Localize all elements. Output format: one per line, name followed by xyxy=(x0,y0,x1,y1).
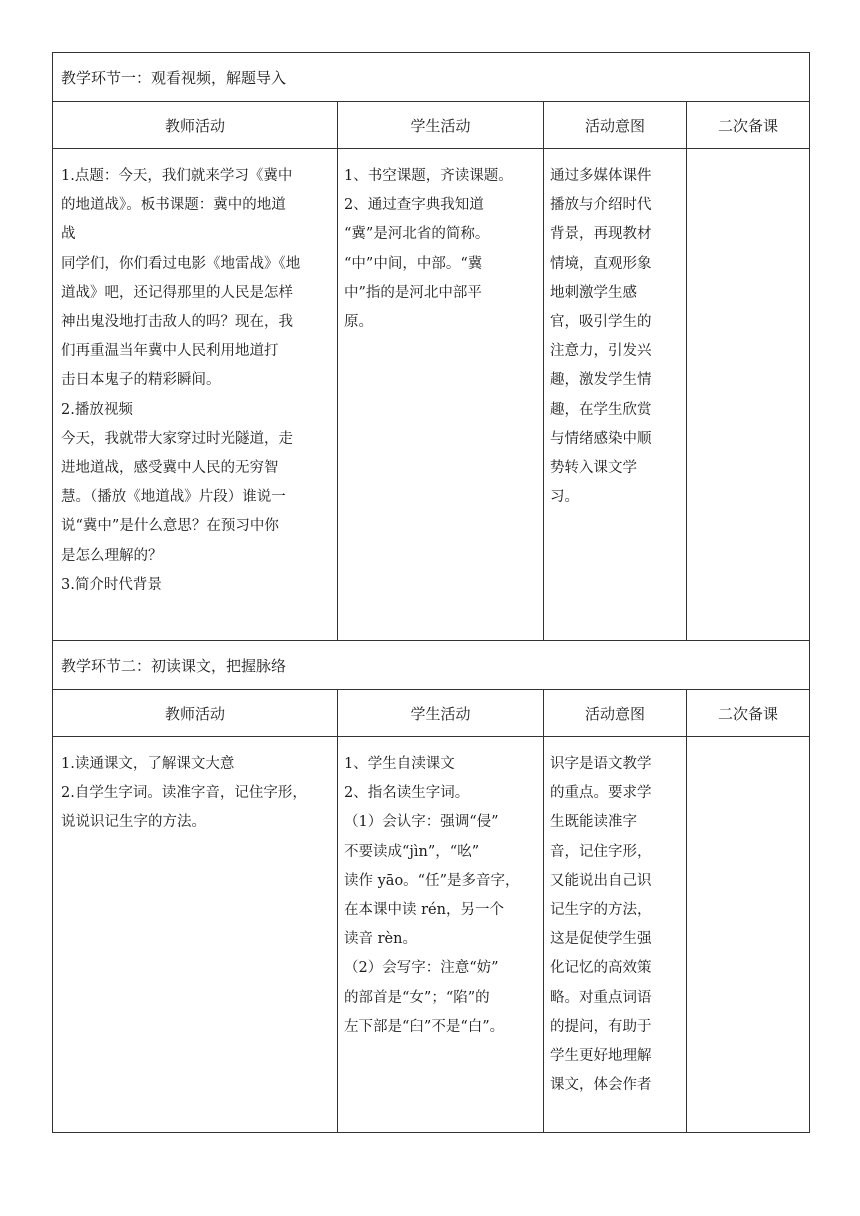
section-1-student-cell xyxy=(338,149,544,641)
text-line: 2、指名读生字词。 xyxy=(344,785,470,802)
text-line: 1.点题：今天，我们就来学习《冀中 xyxy=(61,168,293,184)
header-activity-intent: 活动意图 xyxy=(544,690,687,737)
text-line: 化记忆的高效策 xyxy=(550,960,652,977)
section-2-teacher-cell xyxy=(53,737,338,1133)
header-activity-intent: 活动意图 xyxy=(544,102,687,149)
section-1-notes-cell[interactable] xyxy=(687,149,810,641)
text-line: 的重点。要求学 xyxy=(550,785,652,802)
section-2-intent-cell xyxy=(544,737,687,1133)
text-line: 3.简介时代背景 xyxy=(61,576,162,593)
text-line: 注意力，引发兴 xyxy=(550,343,652,360)
text-line: 在本课中读 rén，另一个 xyxy=(344,902,504,919)
text-line: 中”指的是河北中部平 xyxy=(344,284,482,301)
section-1-intent-cell xyxy=(544,149,687,641)
text-line: 背景，再现教材 xyxy=(550,226,652,243)
text-line: 课文，体会作者 xyxy=(550,1077,652,1094)
text-line: 的地道战》。板书课题：冀中的地道 xyxy=(61,197,286,214)
text-line: 左下部是“臼”不是“白”。 xyxy=(344,1018,505,1035)
text-line: 学生更好地理解 xyxy=(550,1048,652,1065)
section-2-header-row xyxy=(53,690,810,737)
text-line: 原。 xyxy=(344,314,373,331)
text-line: 趣，在学生欣赏 xyxy=(550,401,652,418)
text-line: 与情绪感染中顺 xyxy=(550,430,652,447)
text-line: 略。对重点词语 xyxy=(550,989,652,1006)
text-line: 趣，激发学生情 xyxy=(550,372,652,389)
header-second-prep: 二次备课 xyxy=(687,102,810,149)
text-line: 2.播放视频 xyxy=(61,401,133,418)
text-line: “冀”是河北省的简称。 xyxy=(344,226,490,243)
text-line: 音，记住字形， xyxy=(550,843,652,860)
text-line: 今天，我就带大家穿过时光隧道，走 xyxy=(61,430,293,447)
text-line: 1、学生自渎课文 xyxy=(344,756,455,772)
header-teacher-activity: 教师活动 xyxy=(53,102,338,149)
section-1-title-row xyxy=(53,53,810,102)
section-1-title: 教学环节一：观看视频，解题导入 xyxy=(53,53,810,102)
text-line: 读音 rèn。 xyxy=(344,931,417,948)
text-line: 是怎么理解的？ xyxy=(61,547,163,564)
section-2-student-cell xyxy=(338,737,544,1133)
section-2-title: 教学环节二：初读课文，把握脉络 xyxy=(53,641,810,690)
text-line: “中”中间，中部。“冀 xyxy=(344,255,483,272)
text-line: 说说识记生字的方法。 xyxy=(61,814,206,831)
section-2-title-row xyxy=(53,641,810,690)
text-line: 同学们，你们看过电影《地雷战》《地 xyxy=(61,255,301,272)
text-line: 习。 xyxy=(550,489,579,506)
text-line: 击日本鬼子的精彩瞬间。 xyxy=(61,372,221,389)
text-line: 不要读成“jìn”，“吆” xyxy=(344,843,480,860)
text-line: 通过多媒体课件 xyxy=(550,168,652,184)
text-line: 地刺激学生感 xyxy=(550,284,637,301)
text-line: 官，吸引学生的 xyxy=(550,314,652,331)
text-line: 情境，直观形象 xyxy=(550,255,652,272)
header-student-activity: 学生活动 xyxy=(338,102,544,149)
header-teacher-activity: 教师活动 xyxy=(53,690,338,737)
text-line: 2、通过查字典我知道 xyxy=(344,197,484,214)
text-line: 进地道战，感受冀中人民的无穷智 xyxy=(61,460,279,477)
text-line: 1.读通课文，了解课文大意 xyxy=(61,756,235,772)
text-line: 慧。（播放《地道战》片段）谁说一 xyxy=(61,489,286,506)
section-1-content-row xyxy=(53,149,810,641)
text-line: 这是促使学生强 xyxy=(550,931,652,948)
section-2-notes-cell[interactable] xyxy=(687,737,810,1133)
text-line: 们再重温当年冀中人民利用地道打 xyxy=(61,343,279,360)
text-line: （1）会认字：强调“侵” xyxy=(344,814,499,831)
text-line: 道战》吧，还记得那里的人民是怎样 xyxy=(61,284,293,301)
section-2-content-row xyxy=(53,737,810,1133)
text-line: （2）会写字：注意“妨” xyxy=(344,960,499,977)
text-line: 的部首是“女”；“陷”的 xyxy=(344,989,490,1006)
text-line: 1、书空课题，齐读课题。 xyxy=(344,168,513,184)
header-second-prep: 二次备课 xyxy=(687,690,810,737)
text-line: 势转入课文学 xyxy=(550,460,637,477)
text-line: 的提问，有助于 xyxy=(550,1018,652,1035)
text-line: 记生字的方法， xyxy=(550,902,652,919)
text-line: 识字是语文教学 xyxy=(550,756,652,772)
text-line: 生既能读准字 xyxy=(550,814,637,831)
section-1-teacher-cell xyxy=(53,149,338,641)
section-1-header-row xyxy=(53,102,810,149)
lesson-plan-table xyxy=(52,52,810,1133)
text-line: 神出鬼没地打击敌人的吗？现在，我 xyxy=(61,314,293,331)
header-student-activity: 学生活动 xyxy=(338,690,544,737)
text-line: 2.自学生字词。读准字音，记住字形， xyxy=(61,785,307,802)
text-line: 战 xyxy=(61,226,76,243)
text-line: 说“冀中”是什么意思？在预习中你 xyxy=(61,518,279,535)
text-line: 读作 yāo。“任”是多音字， xyxy=(344,872,520,889)
text-line: 又能说出自己识 xyxy=(550,872,652,889)
text-line: 播放与介绍时代 xyxy=(550,197,652,214)
